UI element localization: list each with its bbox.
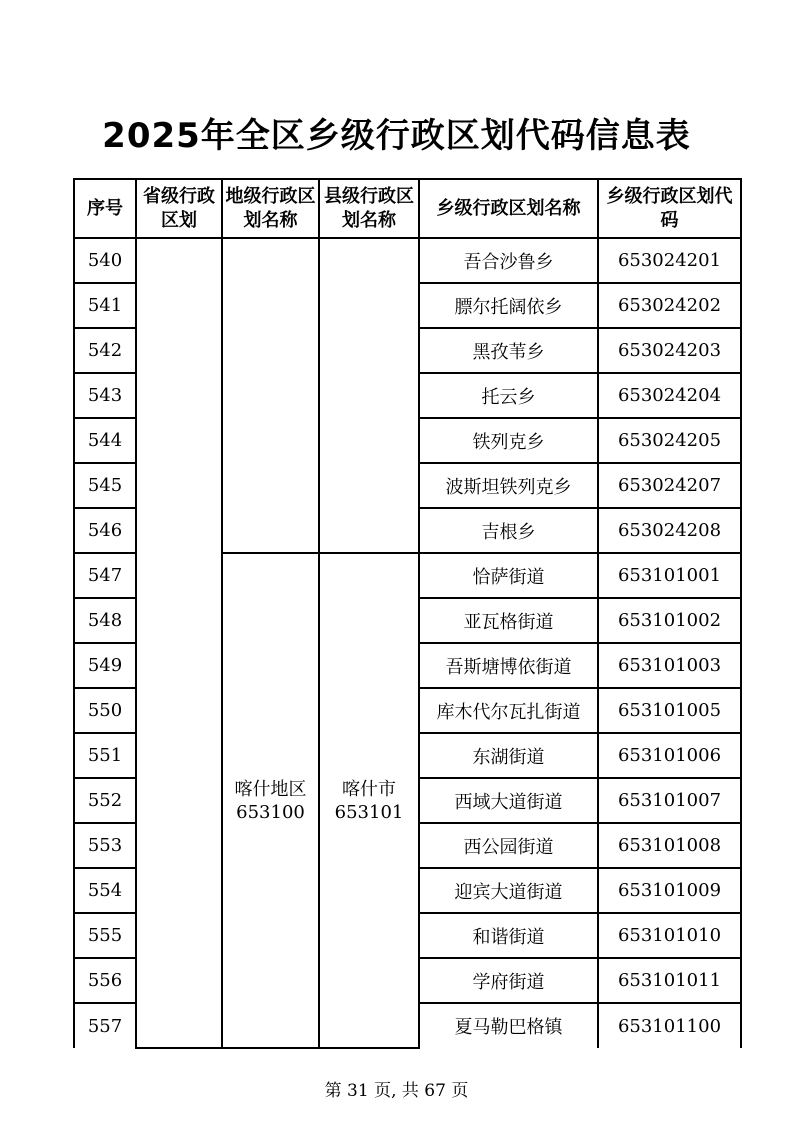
township-code-cell: 653101010 (598, 913, 741, 958)
seq-cell: 541 (74, 283, 136, 328)
seq-cell: 550 (74, 688, 136, 733)
prefecture-name: 喀什地区 (234, 778, 307, 800)
prefecture-cell-empty (222, 238, 319, 553)
township-code-cell: 653101005 (598, 688, 741, 733)
table-row (74, 238, 741, 283)
township-name-cell: 亚瓦格街道 (419, 598, 598, 643)
seq-cell: 545 (74, 463, 136, 508)
township-code-cell: 653101007 (598, 778, 741, 823)
county-code: 653101 (334, 801, 404, 823)
township-name-cell: 铁列克乡 (419, 418, 598, 463)
header-prefecture: 地级行政区划名称 (222, 179, 319, 238)
township-code-cell: 653024204 (598, 373, 741, 418)
township-name-cell: 和谐街道 (419, 913, 598, 958)
township-name-cell: 波斯坦铁列克乡 (419, 463, 598, 508)
page-title: 2025年全区乡级行政区划代码信息表 (102, 116, 691, 156)
seq-cell: 556 (74, 958, 136, 1003)
township-code-cell: 653101011 (598, 958, 741, 1003)
township-name-cell: 恰萨街道 (419, 553, 598, 598)
township-name-cell: 库木代尔瓦扎街道 (419, 688, 598, 733)
township-name-cell: 西公园街道 (419, 823, 598, 868)
county-name: 喀什市 (342, 778, 396, 800)
seq-cell: 546 (74, 508, 136, 553)
township-name-cell: 吾斯塘博依街道 (419, 643, 598, 688)
county-cell (319, 553, 419, 1048)
township-code-cell: 653101100 (598, 1003, 741, 1048)
table-header-row (74, 179, 741, 238)
township-code-cell: 653024203 (598, 328, 741, 373)
seq-cell: 554 (74, 868, 136, 913)
header-seq: 序号 (74, 179, 136, 238)
header-township-code: 乡级行政区划代码 (598, 179, 741, 238)
township-code-cell: 653101008 (598, 823, 741, 868)
township-code-cell: 653024205 (598, 418, 741, 463)
township-name-cell: 吾合沙鲁乡 (419, 238, 598, 283)
township-name-cell: 膘尔托阔依乡 (419, 283, 598, 328)
township-code-cell: 653024208 (598, 508, 741, 553)
seq-cell: 553 (74, 823, 136, 868)
header-province: 省级行政区划 (136, 179, 222, 238)
prefecture-code: 653100 (236, 801, 305, 823)
header-township-name: 乡级行政区划名称 (419, 179, 598, 238)
township-name-cell: 西域大道街道 (419, 778, 598, 823)
township-name-cell: 学府街道 (419, 958, 598, 1003)
seq-cell: 548 (74, 598, 136, 643)
township-code-cell: 653024207 (598, 463, 741, 508)
township-code-cell: 653024202 (598, 283, 741, 328)
page-footer: 第 31 页, 共 67 页 (324, 1081, 469, 1101)
township-code-cell: 653101003 (598, 643, 741, 688)
seq-cell: 549 (74, 643, 136, 688)
seq-cell: 540 (74, 238, 136, 283)
township-name-cell: 夏马勒巴格镇 (419, 1003, 598, 1048)
township-name-cell: 黑孜苇乡 (419, 328, 598, 373)
seq-cell: 551 (74, 733, 136, 778)
township-name-cell: 迎宾大道街道 (419, 868, 598, 913)
township-code-cell: 653101002 (598, 598, 741, 643)
seq-cell: 552 (74, 778, 136, 823)
township-code-cell: 653101006 (598, 733, 741, 778)
township-name-cell: 吉根乡 (419, 508, 598, 553)
division-code-table (73, 178, 742, 1049)
township-code-cell: 653101001 (598, 553, 741, 598)
seq-cell: 547 (74, 553, 136, 598)
header-county: 县级行政区划名称 (319, 179, 419, 238)
seq-cell: 543 (74, 373, 136, 418)
township-code-cell: 653101009 (598, 868, 741, 913)
seq-cell: 544 (74, 418, 136, 463)
township-code-cell: 653024201 (598, 238, 741, 283)
seq-cell: 557 (74, 1003, 136, 1048)
seq-cell: 555 (74, 913, 136, 958)
prefecture-cell (222, 553, 319, 1048)
seq-cell: 542 (74, 328, 136, 373)
township-name-cell: 托云乡 (419, 373, 598, 418)
province-cell (136, 238, 222, 1048)
township-name-cell: 东湖街道 (419, 733, 598, 778)
county-cell-empty (319, 238, 419, 553)
